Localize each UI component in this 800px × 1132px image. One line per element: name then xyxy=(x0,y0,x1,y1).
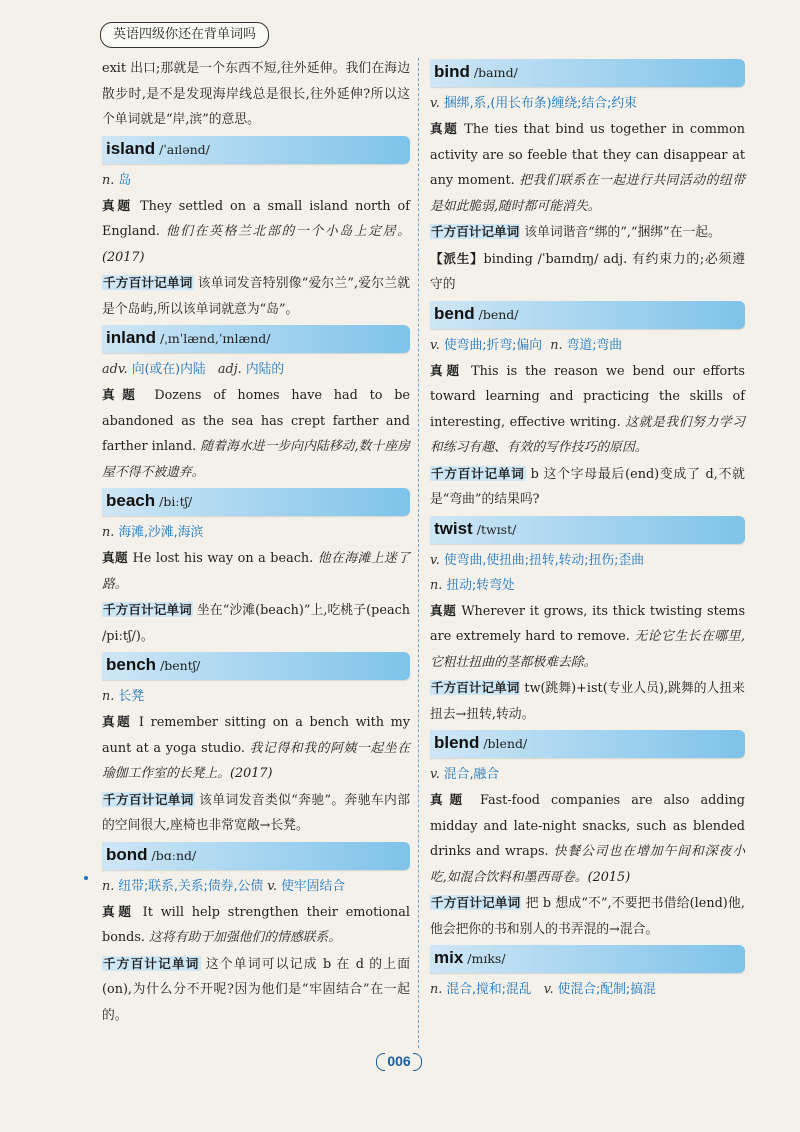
headword: bond xyxy=(106,844,148,864)
definition-2: n. 扭动;转弯处 xyxy=(430,577,515,593)
column-divider xyxy=(418,58,419,1048)
example: 真题 Fast-food companies are also adding midday and late-night snacks, such as blended drinks and wraps. 快餐公司也在增加午间和深夜小吃,如混合饮料和墨西哥卷。(2015) xyxy=(430,792,746,885)
example: 真题 Wherever it grows, its thick twisting stems are extremely hard to remove. 无论它生长在哪里,它粗壮扭曲的茎都极难去除。 xyxy=(430,602,746,670)
phonetic: /twɪst/ xyxy=(476,521,517,537)
headword: twist xyxy=(434,518,473,538)
example: 真题 I remember sitting on a bench with my aunt at a yoga studio. 我记得和我的阿姨一起坐在瑜伽工作室的长凳上。(2017) xyxy=(102,714,411,781)
phonetic: /bend/ xyxy=(478,306,519,322)
memory-tip: 千方百计记单词 该单词发音特别像“爱尔兰”,爱尔兰就是个岛屿,所以该单词就意为“岛”。 xyxy=(102,275,410,317)
headword: island xyxy=(106,138,156,158)
example: 真题 He lost his way on a beach. 他在海滩上迷了路。 xyxy=(102,550,411,592)
definition: v. 混合,融合 xyxy=(430,767,500,782)
example: 真题 The ties that bind us together in common activity are so feeble that they can disappear at any moment. 把我们联系在一起进行共同活动的纽带是如此脆弱,随时都可能消失。 xyxy=(430,121,746,214)
memory-tip: 千方百计记单词 把 b 想成“不”,不要把书借给(lend)他,他会把你的书和别人的书弄混的→混合。 xyxy=(430,895,745,937)
definition: n. 海滩,沙滩,海滨 xyxy=(102,525,204,540)
definition: adv. 向(或在)内陆 adj. 内陆的 xyxy=(102,362,285,377)
example: 真题 They settled on a small island north of England. 他们在英格兰北部的一个小岛上定居。(2017) xyxy=(102,197,411,265)
phonetic: /blend/ xyxy=(483,736,528,751)
definition: n. 长凳 xyxy=(102,689,144,704)
book-series-tag: 英语四级你还在背单词吗 xyxy=(100,22,269,48)
intro-paragraph: exit 出口;那就是一个东西不短,往外延伸。我们在海边散步时,是不是发现海岸线总是很长,往外延伸?所以这个单词就是“岸,滨”的意思。 xyxy=(102,61,410,127)
definition: n. 纽带;联系,关系;债券,公债 v. 使牢固结合 xyxy=(102,878,346,894)
phonetic: /mɪks/ xyxy=(467,951,506,966)
phonetic: /bɑːnd/ xyxy=(151,847,197,863)
memory-tip: 千方百计记单词 b 这个字母最后(end)变成了 d,不就是“弯曲”的结果吗? xyxy=(430,465,745,507)
definition: n. 岛 xyxy=(102,172,132,188)
word-header-bind xyxy=(430,59,745,87)
phonetic: /ˈaɪlənd/ xyxy=(159,141,210,157)
memory-tip: 千方百计记单词 tw(跳舞)+ist(专业人员),跳舞的人扭来扭去→扭转,转动。 xyxy=(430,680,745,722)
word-header-twist xyxy=(430,516,745,544)
word-header-beach xyxy=(102,488,410,516)
headword: mix xyxy=(434,948,464,967)
example: 真题 Dozens of homes have had to be abandoned as the sea has crept farther and farther inland. 随着海水进一步向内陆移动,数十座房屋不得不被遗弃。 xyxy=(102,387,410,480)
definition: v. 使弯曲;折弯;偏向 n. 弯道;弯曲 xyxy=(430,337,623,353)
page-number: 006 xyxy=(374,1050,424,1072)
memory-tip: 千方百计记单词 该单词发音类似“奔驰”。奔驰车内部的空间很大,座椅也非常宽敞→长凳。 xyxy=(102,791,410,833)
word-header-inland xyxy=(102,325,410,353)
word-header-bond xyxy=(102,842,410,870)
definition: n. 混合,搅和;混乱 v. 使混合;配制;搞混 xyxy=(430,982,656,997)
margin-dot xyxy=(84,876,88,880)
memory-tip: 千方百计记单词 这个单词可以记成 b 在 d 的上面(on),为什么分不开呢?因为他们是“牢固结合”在一起的。 xyxy=(102,955,410,1023)
left-column xyxy=(102,56,410,1028)
derivation: 【派生】binding /ˈbaɪndɪŋ/ adj. 有约束力的;必须遵守的 xyxy=(430,250,745,292)
headword: inland xyxy=(106,328,157,347)
headword: bend xyxy=(434,303,475,323)
word-header-island xyxy=(102,136,410,164)
headword: bench xyxy=(106,655,157,674)
example: 真题 It will help strengthen their emotional bonds. 这将有助于加强他们的情感联系。 xyxy=(102,903,411,945)
phonetic: /biːtʃ/ xyxy=(159,494,193,509)
memory-tip: 千方百计记单词 坐在“沙滩(beach)”上,吃桃子(peach /piːtʃ/)。 xyxy=(102,602,410,644)
definition: v. 捆绑,系,(用长布条)缠绕;结合;约束 xyxy=(430,96,637,111)
headword: bind xyxy=(434,62,470,81)
word-header-bench xyxy=(102,652,410,680)
phonetic: /baɪnd/ xyxy=(473,65,518,80)
headword: blend xyxy=(434,733,480,752)
word-header-blend xyxy=(430,730,745,758)
right-column xyxy=(430,56,745,1002)
headword: beach xyxy=(106,491,156,510)
phonetic: /ˌɪnˈlænd,ˈɪnlænd/ xyxy=(160,331,271,346)
phonetic: /bentʃ/ xyxy=(160,658,201,673)
word-header-mix xyxy=(430,945,745,973)
definition: v. 使弯曲,使扭曲;扭转,转动;扭伤;歪曲 xyxy=(430,552,645,568)
word-header-bend xyxy=(430,301,745,329)
example: 真题 This is the reason we bend our efforts toward learning and practicing the skills of interesting, effective writing. 这就是我们努力学习和练习有趣、有效的写作技巧的原因。 xyxy=(430,362,745,455)
memory-tip: 千方百计记单词 该单词谐音“绑的”,“捆绑”在一起。 xyxy=(431,224,721,240)
